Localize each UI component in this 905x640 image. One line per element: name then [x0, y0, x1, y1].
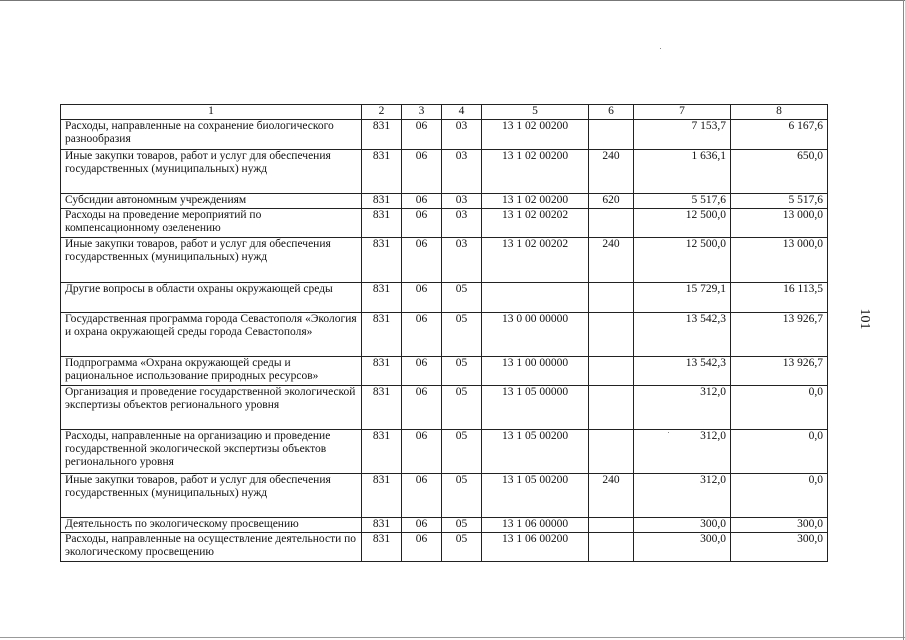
code-cell-razdel: 06 — [402, 238, 442, 283]
amount-cell-7: 7 153,7 — [634, 120, 731, 150]
amount-cell-8: 300,0 — [731, 533, 828, 562]
table-row — [61, 430, 828, 474]
table-row — [61, 283, 828, 313]
row-name-cell: Субсидии автономным учреждениям — [61, 194, 362, 209]
amount-cell-7: 1 636,1 — [634, 150, 731, 194]
code-cell-vr — [589, 209, 634, 238]
amount-cell-8: 13 926,7 — [731, 357, 828, 386]
code-cell-glavn: 831 — [362, 518, 402, 533]
code-cell-vr: 620 — [589, 194, 634, 209]
code-cell-podrazdel: 03 — [442, 209, 482, 238]
code-cell-podrazdel: 03 — [442, 150, 482, 194]
amount-cell-7: 13 542,3 — [634, 313, 731, 357]
code-cell-vr: 240 — [589, 238, 634, 283]
code-cell-csr: 13 1 02 00202 — [482, 209, 589, 238]
table-row — [61, 474, 828, 518]
code-cell-glavn: 831 — [362, 357, 402, 386]
code-cell-csr: 13 1 00 00000 — [482, 357, 589, 386]
amount-cell-8: 300,0 — [731, 518, 828, 533]
row-name-cell: Государственная программа города Севастополя «Экология и охрана окружающей среды города Севастополя» — [61, 313, 362, 357]
row-name-cell: Иные закупки товаров, работ и услуг для обеспечения государственных (муниципальных) нужд — [61, 238, 362, 283]
code-cell-razdel: 06 — [402, 474, 442, 518]
row-name-cell: Расходы, направленные на организацию и проведение государственной экологической экспертизы объектов регионального уровня — [61, 430, 362, 474]
code-cell-csr: 13 1 06 00000 — [482, 518, 589, 533]
scan-edge-top — [0, 0, 905, 1]
code-cell-vr — [589, 518, 634, 533]
code-cell-glavn: 831 — [362, 120, 402, 150]
code-cell-razdel: 06 — [402, 313, 442, 357]
table-row — [61, 120, 828, 150]
column-header: 8 — [731, 105, 828, 120]
code-cell-glavn: 831 — [362, 474, 402, 518]
amount-cell-8: 13 000,0 — [731, 238, 828, 283]
row-name-cell: Подпрограмма «Охрана окружающей среды и рациональное использование природных ресурсов» — [61, 357, 362, 386]
code-cell-glavn: 831 — [362, 150, 402, 194]
code-cell-csr: 13 0 00 00000 — [482, 313, 589, 357]
row-name-cell: Другие вопросы в области охраны окружающей среды — [61, 283, 362, 313]
code-cell-razdel: 06 — [402, 283, 442, 313]
code-cell-podrazdel: 05 — [442, 313, 482, 357]
code-cell-podrazdel: 05 — [442, 357, 482, 386]
code-cell-vr: 240 — [589, 474, 634, 518]
code-cell-razdel: 06 — [402, 518, 442, 533]
column-header: 4 — [442, 105, 482, 120]
code-cell-podrazdel: 05 — [442, 283, 482, 313]
code-cell-csr: 13 1 05 00000 — [482, 386, 589, 430]
code-cell-podrazdel: 05 — [442, 533, 482, 562]
row-name-cell: Иные закупки товаров, работ и услуг для обеспечения государственных (муниципальных) нужд — [61, 474, 362, 518]
code-cell-csr — [482, 283, 589, 313]
code-cell-razdel: 06 — [402, 120, 442, 150]
code-cell-razdel: 06 — [402, 430, 442, 474]
code-cell-podrazdel: 05 — [442, 430, 482, 474]
column-header: 2 — [362, 105, 402, 120]
row-name-cell: Расходы на проведение мероприятий по компенсационному озеленению — [61, 209, 362, 238]
code-cell-vr: 240 — [589, 150, 634, 194]
column-header: 5 — [482, 105, 589, 120]
row-name-cell: Деятельность по экологическому просвещению — [61, 518, 362, 533]
amount-cell-8: 650,0 — [731, 150, 828, 194]
code-cell-podrazdel: 03 — [442, 120, 482, 150]
amount-cell-7: 312,0 — [634, 430, 731, 474]
column-header: 3 — [402, 105, 442, 120]
amount-cell-7: 300,0 — [634, 533, 731, 562]
amount-cell-7: 15 729,1 — [634, 283, 731, 313]
amount-cell-8: 5 517,6 — [731, 194, 828, 209]
code-cell-csr: 13 1 05 00200 — [482, 474, 589, 518]
code-cell-podrazdel: 05 — [442, 386, 482, 430]
code-cell-glavn: 831 — [362, 430, 402, 474]
amount-cell-7: 300,0 — [634, 518, 731, 533]
scan-edge-bottom — [0, 637, 905, 638]
table-row — [61, 313, 828, 357]
table-row — [61, 357, 828, 386]
code-cell-glavn: 831 — [362, 194, 402, 209]
row-name-cell: Расходы, направленные на сохранение биологического разнообразия — [61, 120, 362, 150]
code-cell-vr — [589, 386, 634, 430]
code-cell-podrazdel: 05 — [442, 518, 482, 533]
code-cell-vr — [589, 313, 634, 357]
amount-cell-8: 0,0 — [731, 386, 828, 430]
row-name-cell: Организация и проведение государственной экологической экспертизы объектов регионального уровня — [61, 386, 362, 430]
code-cell-csr: 13 1 02 00200 — [482, 150, 589, 194]
code-cell-podrazdel: 05 — [442, 474, 482, 518]
amount-cell-8: 6 167,6 — [731, 120, 828, 150]
code-cell-glavn: 831 — [362, 313, 402, 357]
amount-cell-8: 13 000,0 — [731, 209, 828, 238]
row-name-cell: Расходы, направленные на осуществление деятельности по экологическому просвещению — [61, 533, 362, 562]
table-row — [61, 209, 828, 238]
table-row — [61, 386, 828, 430]
code-cell-csr: 13 1 02 00200 — [482, 194, 589, 209]
code-cell-razdel: 06 — [402, 150, 442, 194]
table-row — [61, 194, 828, 209]
code-cell-csr: 13 1 02 00200 — [482, 120, 589, 150]
page-number: 101 — [857, 308, 872, 330]
amount-cell-7: 12 500,0 — [634, 209, 731, 238]
code-cell-vr — [589, 283, 634, 313]
code-cell-podrazdel: 03 — [442, 238, 482, 283]
amount-cell-7: 13 542,3 — [634, 357, 731, 386]
code-cell-razdel: 06 — [402, 357, 442, 386]
amount-cell-7: 312,0 — [634, 474, 731, 518]
budget-table — [60, 104, 828, 562]
code-cell-razdel: 06 — [402, 209, 442, 238]
column-header: 7 — [634, 105, 731, 120]
header-row — [61, 105, 828, 120]
code-cell-razdel: 06 — [402, 533, 442, 562]
table-row — [61, 238, 828, 283]
amount-cell-7: 312,0 — [634, 386, 731, 430]
code-cell-glavn: 831 — [362, 209, 402, 238]
amount-cell-7: 12 500,0 — [634, 238, 731, 283]
code-cell-vr — [589, 357, 634, 386]
column-header: 6 — [589, 105, 634, 120]
code-cell-glavn: 831 — [362, 533, 402, 562]
table-row — [61, 150, 828, 194]
scan-edge-right — [903, 0, 904, 640]
amount-cell-8: 13 926,7 — [731, 313, 828, 357]
amount-cell-8: 16 113,5 — [731, 283, 828, 313]
code-cell-razdel: 06 — [402, 194, 442, 209]
table-row — [61, 518, 828, 533]
code-cell-podrazdel: 03 — [442, 194, 482, 209]
column-header: 1 — [61, 105, 362, 120]
code-cell-razdel: 06 — [402, 386, 442, 430]
table-row — [61, 533, 828, 562]
amount-cell-7: 5 517,6 — [634, 194, 731, 209]
code-cell-vr — [589, 430, 634, 474]
code-cell-glavn: 831 — [362, 283, 402, 313]
amount-cell-8: 0,0 — [731, 430, 828, 474]
code-cell-vr — [589, 120, 634, 150]
code-cell-csr: 13 1 06 00200 — [482, 533, 589, 562]
code-cell-csr: 13 1 05 00200 — [482, 430, 589, 474]
code-cell-csr: 13 1 02 00202 — [482, 238, 589, 283]
scan-speck — [660, 48, 661, 49]
code-cell-glavn: 831 — [362, 238, 402, 283]
row-name-cell: Иные закупки товаров, работ и услуг для обеспечения государственных (муниципальных) нужд — [61, 150, 362, 194]
code-cell-vr — [589, 533, 634, 562]
code-cell-glavn: 831 — [362, 386, 402, 430]
amount-cell-8: 0,0 — [731, 474, 828, 518]
